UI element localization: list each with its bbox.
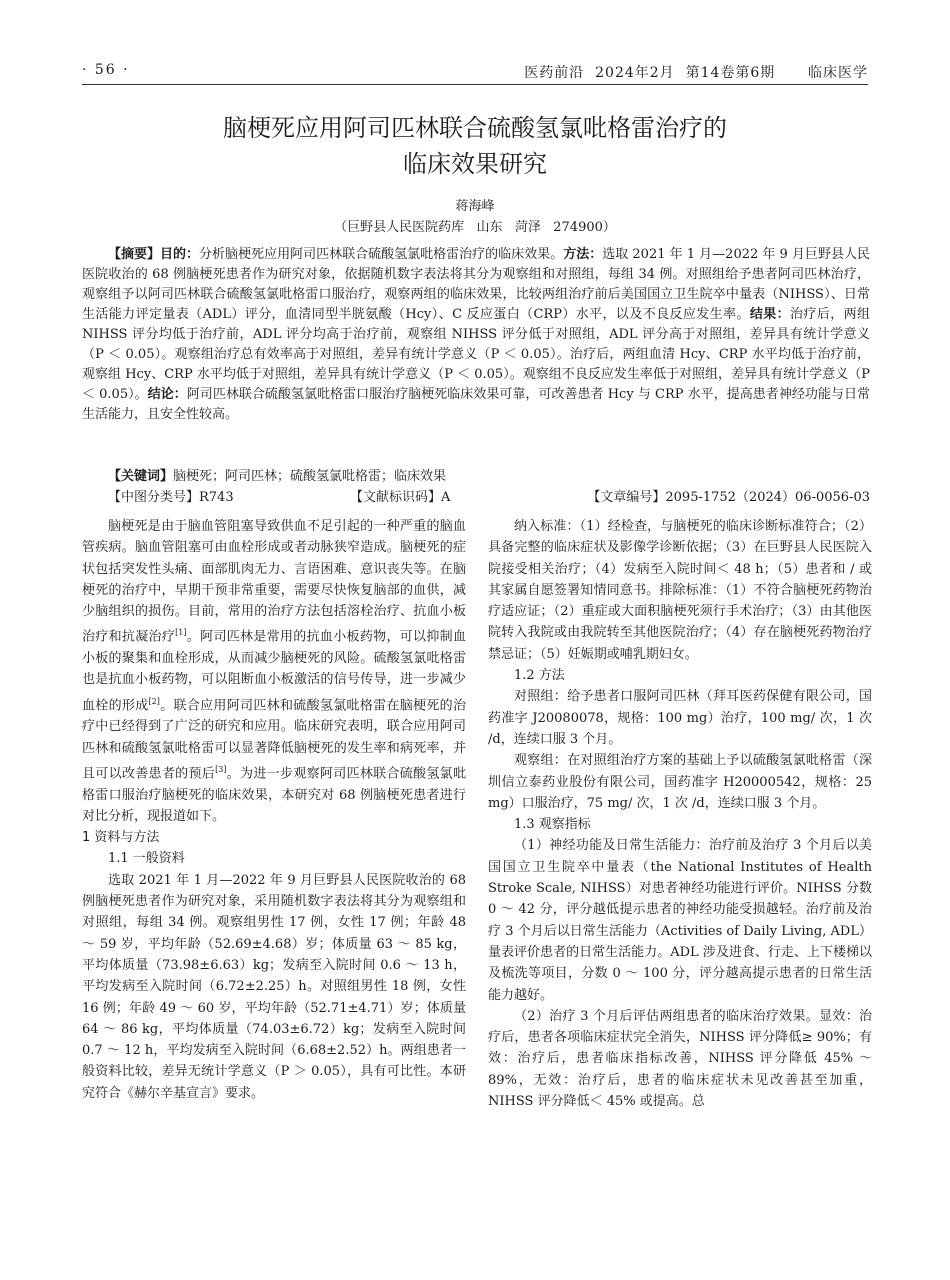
general-data-paragraph: 选取 2021 年 1 月—2022 年 9 月巨野县人民医院收治的 68 例脑梗死患者作为研究对象，采用随机数字表法将其分为观察组和对照组，每组 34 例。观察组男性 17 例，女性 17 例；年龄 48 ～ 59 岁，平均年龄（52.69±4.68）岁；体质量 63 ～ 85 kg，平均体质量（73.98±6.63）kg；发病至入院时间 0.6 ～ 13 h，平均发病至入院时间（6.72±2.25）h。对照组男性 18 例，女性 16 例；年龄 49 ～ 60 岁，平均年龄（52.71±4.71）岁；体质量 64 ～ 86 kg，平均体质量（74.03±6.72）kg；发病至入院时间 0.7 ～ 12 h，平均发病至入院时间（6.68±2.52）h。两组患者一般资料比较，差异无统计学意义（P ＞ 0.05），具有可比性。本研究符合《赫尔辛基宣言》要求。	[82, 872, 466, 1101]
intro-text-1: 脑梗死是由于脑血管阻塞导致供血不足引起的一种严重的脑血管疾病。脑血管阻塞可由血栓形成或者动脉狭窄造成。脑梗死的症状包括突发性头痛、面部肌肉无力、言语困难、意识丧失等。在脑梗死的治疗中，早期干预非常重要，需要尽快恢复脑部的血供，减少脑组织的损伤。目前，常用的治疗方法包括溶栓治疗、抗血小板治疗和抗凝治疗	[82, 519, 466, 645]
right-column	[488, 516, 872, 1112]
running-header	[82, 60, 868, 85]
title-line-1: 脑梗死应用阿司匹林联合硫酸氢氯吡格雷治疗的	[223, 114, 727, 142]
abstract-methods: 选取 2021 年 1 月—2022 年 9 月巨野县人民医院收治的 68 例脑梗死患者作为研究对象，依据随机数字表法将其分为观察组和对照组，每组 34 例。对照组给予患者阿司匹林治疗，观察组予以阿司匹林联合硫酸氢氯吡格雷口服治疗，观察两组的临床效果，比较两组治疗前后美国国立卫生院卒中量表（NIHSS）、日常生活能力评定量表（ADL）评分，血清同型半胱氨酸（Hcy）、C 反应蛋白（CRP）水平，以及不良反应发生率。	[82, 247, 870, 322]
abstract	[82, 245, 870, 425]
control-group-paragraph: 对照组：给予患者口服阿司匹林（拜耳医药保健有限公司，国药准字 J20080078，规格：100 mg）治疗，100 mg/ 次，1 次 /d，连续口服 3 个月。	[488, 689, 872, 747]
observation-group-paragraph: 观察组：在对照组治疗方案的基础上予以硫酸氢氯吡格雷（深圳信立泰药业股份有限公司，国药准字 H20000542，规格：25 mg）口服治疗，75 mg/ 次，1 次 /d，连续口服 3 个月。	[488, 753, 872, 811]
intro-text-3: 。联合应用阿司匹林和硫酸氢氯吡格雷在脑梗死的治疗中已经得到了广泛的研究和应用。临床研究表明，联合应用阿司匹林和硫酸氢氯吡格雷可以显著降低脑梗死的发生率和病死率，并且可以改善患者的预后	[82, 698, 466, 782]
journal-info: 医药前沿 2024年2月 第14卷第6期 临床医学	[524, 65, 868, 81]
ref-3: [3]	[215, 764, 227, 774]
section-heading-1-1: 1.1 一般资料	[108, 851, 185, 867]
article-title	[82, 110, 868, 182]
methods-label: 方法：	[563, 247, 603, 262]
keywords	[108, 467, 870, 487]
intro-text-4: 。为进一步观察阿司匹林联合硫酸氢氯吡格雷口服治疗脑梗死的临床效果，本研究对 68 例脑梗死患者进行对比分析，现报道如下。	[82, 766, 466, 824]
abstract-objective: 分析脑梗死应用阿司匹林联合硫酸氢氯吡格雷治疗的临床效果。	[199, 247, 564, 262]
results-label: 结果：	[749, 307, 791, 322]
section-heading-1-2: 1.2 方法	[514, 668, 565, 684]
left-column	[82, 516, 466, 1104]
keywords-text: 脑梗死；阿司匹林；硫酸氢氯吡格雷；临床效果	[173, 469, 447, 484]
page-number: · 56 ·	[82, 62, 130, 78]
abstract-label: 【摘要】目的：	[108, 247, 200, 262]
intro-paragraph	[82, 516, 466, 827]
section-heading-1: 1 资料与方法	[82, 830, 160, 846]
indicator-1-paragraph: （1）神经功能及日常生活能力：治疗前及治疗 3 个月后以美国国立卫生院卒中量表（the National Institutes of Health Stroke Scale, NIHSS）对患者神经功能进行评价。NIHSS 分数 0 ～ 42 分，评分越低提示患者的神经功能受损越轻。治疗前及治疗 3 个月后以日常生活能力（Activities of Daily Living, ADL）量表评价患者的日常生活能力。ADL 涉及进食、行走、上下楼梯以及梳洗等项目，分数 0 ～ 100 分，评分越高提示患者的日常生活能力越好。	[488, 838, 872, 1003]
keywords-label: 【关键词】	[108, 469, 174, 484]
document-code: 【文献标识码】A	[350, 490, 451, 505]
affiliation: （巨野县人民医院药库 山东 菏泽 274900）	[334, 220, 616, 235]
section-heading-1-3: 1.3 观察指标	[514, 817, 591, 833]
indicator-2-paragraph: （2）治疗 3 个月后评估两组患者的临床治疗效果。显效：治疗后，患者各项临床症状完全消失，NIHSS 评分降低≥ 90%；有效：治疗后，患者临床指标改善，NIHSS 评分降低 45% ～ 89%，无效：治疗后，患者的临床症状未见改善甚至加重，NIHSS 评分降低＜ 45% 或提高。总	[488, 1008, 872, 1110]
abstract-conclusion: 阿司匹林联合硫酸氢氯吡格雷口服治疗脑梗死临床效果可靠，可改善患者 Hcy 与 CRP 水平，提高患者神经功能与日常生活能力，且安全性较高。	[82, 387, 870, 422]
article-number: 【文章编号】2095-1752（2024）06-0056-03	[587, 490, 870, 505]
classification-line	[108, 488, 870, 508]
author: 蒋海峰	[455, 199, 495, 214]
ref-2: [2]	[148, 696, 160, 706]
clc-number: 【中图分类号】R743	[108, 490, 234, 505]
inclusion-criteria-paragraph: 纳入标准：（1）经检查，与脑梗死的临床诊断标准符合；（2）具备完整的临床症状及影像学诊断依据；（3）在巨野县人民医院入院接受相关治疗；（4）发病至入院时间＜ 48 h；（5）患者和 / 或其家属自愿签署知情同意书。排除标准：（1）不符合脑梗死药物治疗适应证；（2）重症或大面积脑梗死须行手术治疗；（3）由其他医院转入我院或由我院转至其他医院治疗；（4）存在脑梗死药物治疗禁忌证；（5）妊娠期或哺乳期妇女。	[488, 519, 872, 662]
title-line-2: 临床效果研究	[403, 150, 547, 178]
abstract-results: 治疗后，两组 NIHSS 评分均低于治疗前，ADL 评分均高于治疗前，观察组 NIHSS 评分低于对照组，ADL 评分高于对照组，差异具有统计学意义（P ＜ 0.05）。观察组治疗总有效率高于对照组，差异有统计学意义（P ＜ 0.05）。治疗后，两组血清 Hcy、CRP 水平均低于治疗前，观察组 Hcy、CRP 水平均低于对照组，差异具有统计学意义（P ＜ 0.05）。观察组不良反应发生率低于对照组，差异具有统计学意义（P ＜ 0.05）。	[82, 307, 870, 402]
ref-1: [1]	[175, 628, 187, 638]
conclusion-label: 结论：	[147, 387, 187, 402]
intro-text-2: 。阿司匹林是常用的抗血小板药物，可以抑制血小板的聚集和血栓形成，从而减少脑梗死的风险。硫酸氢氯吡格雷也是抗血小板药物，可以阻断血小板激活的信号传导，进一步减少血栓的形成	[82, 629, 466, 714]
